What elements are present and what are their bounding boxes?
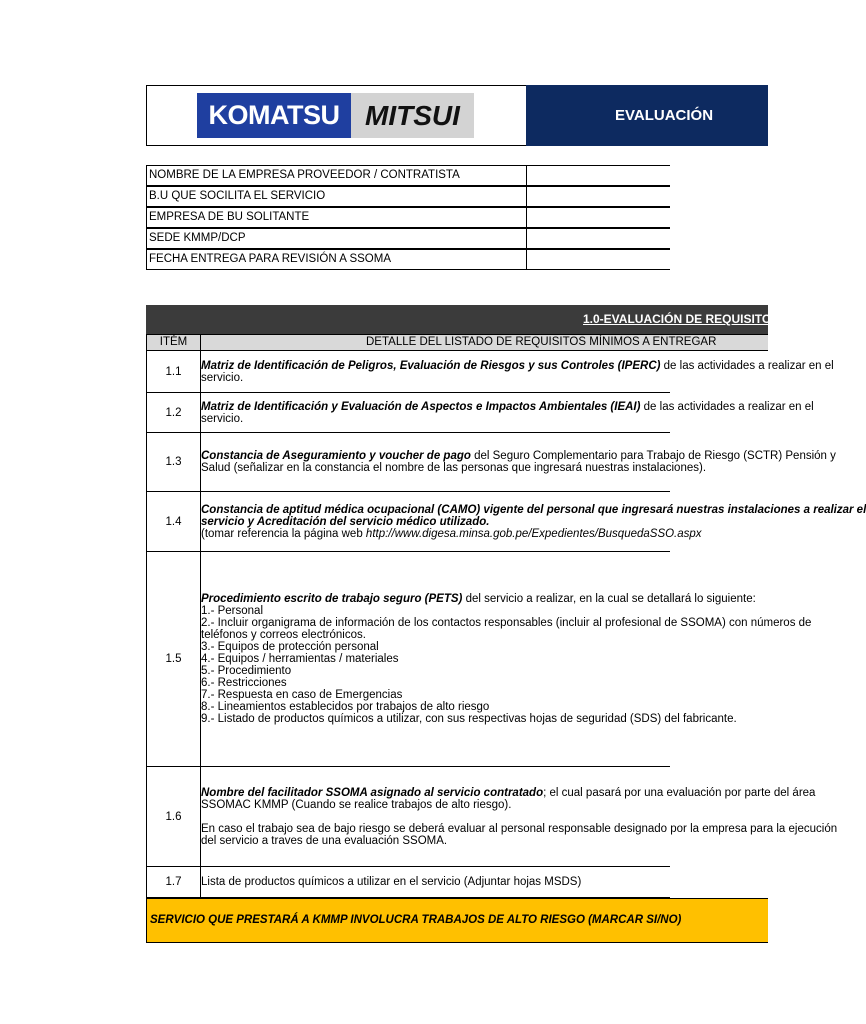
info-row-date bbox=[146, 249, 670, 270]
requirement-text: de las actividades a realizar en el bbox=[640, 400, 814, 413]
requirement-title: Nombre del facilitador SSOMA asignado al servicio contratado bbox=[201, 786, 544, 799]
requirement-row bbox=[146, 433, 836, 492]
requirement-text: ; el cual pasará por una evaluación por parte del área bbox=[543, 786, 816, 799]
requirement-number: 1.3 bbox=[146, 433, 201, 492]
info-label: NOMBRE DE LA EMPRESA PROVEEDOR / CONTRATISTA bbox=[146, 165, 527, 186]
column-header-row bbox=[146, 334, 768, 351]
requirement-text: (tomar referencia la página web bbox=[201, 527, 366, 540]
requirement-text: Salud (señalizar en la constancia el nombre de las personas que ingresará nuestras instalaciones). bbox=[201, 462, 707, 474]
info-row-provider bbox=[146, 165, 670, 186]
reference-link[interactable]: http://www.digesa.minsa.gob.pe/Expedientes/BusquedaSSO.aspx bbox=[365, 527, 702, 540]
requirement-text: servicio. bbox=[201, 412, 244, 425]
requirement-title: Procedimiento escrito de trabajo seguro (PETS) bbox=[201, 593, 463, 605]
list-item: 9.- Listado de productos químicos a utilizar, con sus respectivas hojas de seguridad (SDS) del fabricante. bbox=[201, 713, 737, 725]
requirement-text: del Seguro Complementario para Trabajo de Riesgo (SCTR) Pensión y bbox=[470, 450, 836, 462]
requirement-text: del servicio a realizar, en la cual se detallará lo siguiente: bbox=[462, 593, 756, 605]
requirement-title: Constancia de Aseguramiento y voucher de pago bbox=[201, 450, 471, 462]
high-risk-question: SERVICIO QUE PRESTARÁ A KMMP INVOLUCRA TRABAJOS DE ALTO RIESGO (MARCAR SI/NO) bbox=[146, 898, 768, 943]
info-value-field[interactable] bbox=[526, 186, 670, 207]
requirement-number: 1.6 bbox=[146, 767, 201, 867]
list-item: 2.- Incluir organigrama de información de los contactos responsables (incluir al profesional de SSOMA) con números de bbox=[201, 617, 812, 629]
list-item: 3.- Equipos de protección personal bbox=[201, 641, 379, 653]
list-item: 5.- Procedimiento bbox=[201, 665, 292, 677]
spacer bbox=[201, 811, 670, 823]
requirement-number: 1.7 bbox=[146, 867, 201, 898]
list-item: 7.- Respuesta en caso de Emergencias bbox=[201, 689, 403, 701]
list-item: teléfonos y correos electrónicos. bbox=[201, 629, 366, 641]
requirement-text: Lista de productos químicos a utilizar en el servicio (Adjuntar hojas MSDS) bbox=[201, 876, 582, 888]
requirement-title: Matriz de Identificación y Evaluación de Aspectos e Impactos Ambientales (IEAI) bbox=[201, 400, 641, 413]
requirement-number: 1.4 bbox=[146, 492, 201, 552]
komatsu-logo: KOMATSU bbox=[197, 93, 351, 138]
info-row-company bbox=[146, 207, 670, 228]
info-value-field[interactable] bbox=[526, 228, 670, 249]
requirement-row bbox=[146, 393, 814, 433]
info-row-bu bbox=[146, 186, 670, 207]
requirement-text: del servicio a traves de una evaluación SSOMA. bbox=[201, 834, 448, 847]
requirement-row bbox=[146, 867, 670, 898]
requirement-text: de las actividades a realizar en el bbox=[660, 359, 834, 372]
list-item: 6.- Restricciones bbox=[201, 677, 287, 689]
info-label: SEDE KMMP/DCP bbox=[146, 228, 527, 249]
requirement-number: 1.2 bbox=[146, 393, 201, 433]
column-header-detail: DETALLE DEL LISTADO DE REQUISITOS MÍNIMOS A ENTREGAR bbox=[200, 334, 768, 351]
requirement-text: servicio. bbox=[201, 371, 244, 384]
requirement-text: SSOMAC KMMP (Cuando se realice trabajos de alto riesgo). bbox=[201, 798, 512, 811]
requirement-detail bbox=[200, 433, 836, 492]
requirement-detail bbox=[200, 351, 834, 393]
requirement-title: servicio y Acreditación del servicio médico utilizado. bbox=[201, 515, 490, 528]
requirement-row bbox=[146, 552, 812, 767]
info-label: B.U QUE SOCILITA EL SERVICIO bbox=[146, 186, 527, 207]
list-item: 8.- Lineamientos establecidos por trabajos de alto riesgo bbox=[201, 701, 490, 713]
requirement-detail bbox=[200, 767, 838, 867]
requirement-detail bbox=[200, 552, 812, 767]
requirement-title: Constancia de aptitud médica ocupacional (CAMO) vigente del personal que ingresará nuestras instalaciones a realizar el bbox=[201, 503, 866, 516]
requirement-row bbox=[146, 767, 838, 867]
info-value-field[interactable] bbox=[526, 165, 670, 186]
requirement-text: En caso el trabajo sea de bajo riesgo se deberá evaluar al personal responsable designado por la empresa para la ejecución bbox=[201, 822, 838, 835]
requirement-row bbox=[146, 351, 834, 393]
info-label: EMPRESA DE BU SOLITANTE bbox=[146, 207, 527, 228]
section-title: 1.0-EVALUACIÓN DE REQUISITOS MÍNIMOS bbox=[146, 305, 768, 334]
list-item: 4.- Equipos / herramientas / materiales bbox=[201, 653, 399, 665]
requirement-title: Matriz de Identificación de Peligros, Evaluación de Riesgos y sus Controles (IPERC) bbox=[201, 359, 661, 372]
requirement-number: 1.1 bbox=[146, 351, 201, 393]
requirement-detail bbox=[200, 393, 814, 433]
requirement-row bbox=[146, 492, 866, 552]
requirement-detail bbox=[200, 492, 866, 552]
list-item: 1.- Personal bbox=[201, 605, 264, 617]
document-title: EVALUACIÓN bbox=[526, 85, 768, 146]
info-label: FECHA ENTREGA PARA REVISIÓN A SSOMA bbox=[146, 249, 527, 270]
info-value-field[interactable] bbox=[526, 207, 670, 228]
mitsui-logo: MITSUI bbox=[351, 93, 474, 138]
info-row-site bbox=[146, 228, 670, 249]
column-header-item: ITÉM bbox=[146, 334, 201, 351]
requirement-detail bbox=[200, 867, 670, 898]
info-value-field[interactable] bbox=[526, 249, 670, 270]
requirement-number: 1.5 bbox=[146, 552, 201, 767]
